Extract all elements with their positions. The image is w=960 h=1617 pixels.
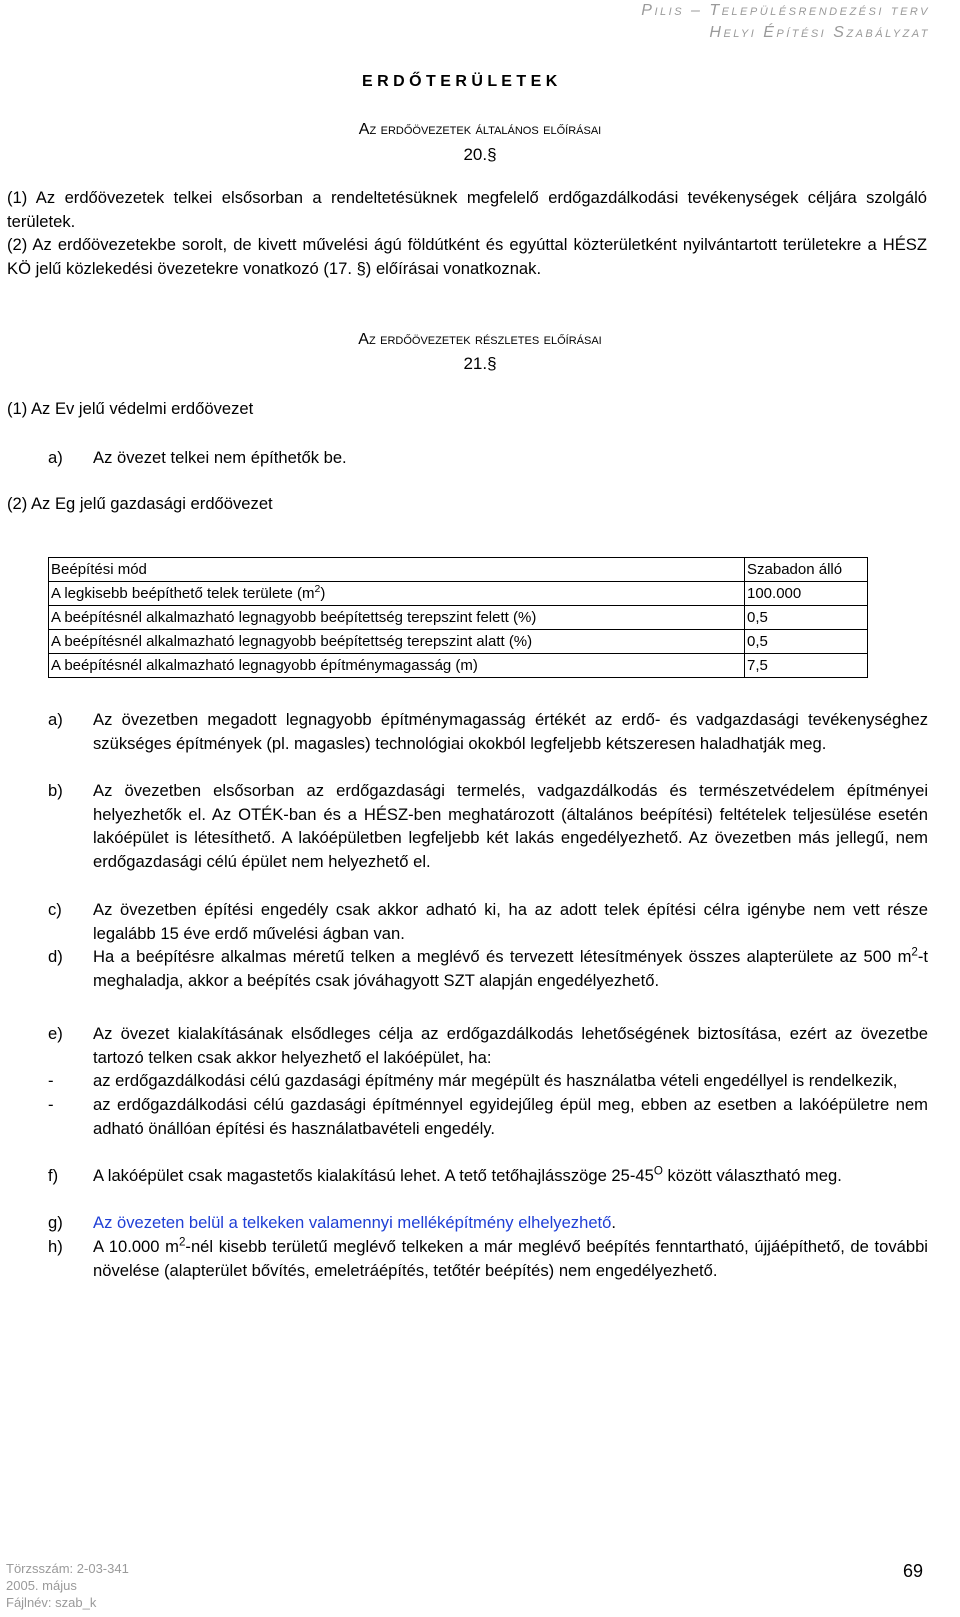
- item-key: a): [48, 448, 63, 467]
- highlighted-text: Az övezeten belül a telkeken valamennyi melléképítmény elhelyezhető: [93, 1213, 612, 1232]
- table-row: [49, 630, 868, 654]
- chapter-title: E R D Ő T E R Ü L E T E K: [362, 73, 558, 90]
- superscript: 2: [911, 945, 918, 959]
- table-row: [49, 558, 868, 582]
- section-20-title: Az erdőövezetek általános előírásai: [358, 121, 602, 138]
- item-key: d): [48, 947, 63, 966]
- dash-item-2: [48, 1093, 928, 1140]
- zone-parameters-table: [48, 557, 868, 678]
- item-text: Az övezetben építési engedély csak akkor adható ki, ha az adott telek építési célra igénybe nem vett része legalább 15 éve erdő művelési ágban van.: [93, 900, 928, 943]
- table-row: [49, 606, 868, 630]
- table-cell-value: 0,5: [745, 606, 868, 630]
- text-part: Ha a beépítésre alkalmas méretű telken a meglévő és tervezett létesítmények összes alapterülete az 500 m: [93, 947, 912, 966]
- table-cell-value: 0,5: [745, 630, 868, 654]
- text-part: között választható meg.: [662, 1166, 842, 1185]
- item-text: Az övezet kialakításának elsődleges célja az erdőgazdálkodás lehetőségének biztosítása, ezért az övezetbe tartozó telken csak akkor helyezhető el lakóépület, ha:: [93, 1024, 928, 1067]
- text-part: A 10.000 m: [93, 1237, 179, 1256]
- table-cell-label: A beépítésnél alkalmazható legnagyobb beépítettség terepszint alatt (%): [49, 630, 745, 654]
- label-text: A legkisebb beépíthető telek területe (m: [51, 585, 315, 602]
- document-header: [641, 0, 930, 44]
- item-h: [48, 1235, 928, 1282]
- dash-mark: -: [48, 1071, 54, 1091]
- header-line-1: Pilis – Településrendezési terv: [641, 2, 930, 19]
- item-key: g): [48, 1213, 63, 1232]
- table-cell-value: Szabadon álló: [745, 558, 868, 582]
- item-text: [93, 945, 928, 992]
- item-text: [93, 1211, 928, 1235]
- item-key: h): [48, 1237, 63, 1256]
- section-20-paragraph-2: (2) Az erdőövezetekbe sorolt, de kivett művelési ágú földútként és egyúttal közterületként nyilvántartott területekre a HÉSZ KÖ jelű közlekedési övezetekre vonatkozó (17. §) előírásai vonatkoznak.: [7, 235, 927, 278]
- text-part: .: [611, 1213, 617, 1232]
- table-cell-value: 7,5: [745, 654, 868, 678]
- item-text: Az övezetben elsősorban az erdőgazdasági termelés, vadgazdálkodás és természetvédelem építményei helyezhetők el. Az OTÉK-ban és a HÉSZ-ben meghatározott (általános beépítési) feltételek teljesülése esetén lakóépület is létesíthető. A lakóépületben legfeljebb két lakás engedélyezhető. Az övezetben más jellegű, nem erdőgazdasági célú épület nem helyezhető el.: [93, 781, 928, 872]
- item-d: [48, 945, 928, 992]
- section-20-number: 20.§: [463, 145, 497, 164]
- item-text: [93, 1164, 928, 1188]
- text-part: -nél kisebb területű meglévő telkeken a már meglévő beépítés fenntartható, újjáépíthető, de további növelése (alapterület bővítés, emeletráépítés, tetőtér beépítés) nem engedélyezhető.: [93, 1237, 928, 1280]
- superscript: O: [653, 1164, 663, 1178]
- section-21-paragraph-2: (2) Az Eg jelű gazdasági erdőövezet: [7, 494, 273, 513]
- item-key: e): [48, 1024, 63, 1043]
- table-cell-label: [49, 582, 745, 606]
- section-21-title: Az erdőövezetek részletes előírásai: [358, 331, 602, 348]
- item-e: [48, 1022, 928, 1141]
- table-cell-label: A beépítésnél alkalmazható legnagyobb beépítettség terepszint felett (%): [49, 606, 745, 630]
- footer-date: 2005. május: [6, 1578, 77, 1593]
- dash-text: az erdőgazdálkodási célú gazdasági építménnyel egyidejűleg épül meg, ebben az esetben a lakóépületre nem adható önállóan építési és használatbavételi engedély.: [93, 1095, 928, 1138]
- dash-mark: -: [48, 1095, 54, 1115]
- item-key: c): [48, 900, 62, 919]
- table-row: [49, 582, 868, 606]
- table-row: [49, 654, 868, 678]
- section-20-paragraph-1: (1) Az erdőövezetek telkei elsősorban a rendeltetésüknek megfelelő erdőgazdálkodási tevékenységek céljára szolgáló területek.: [7, 188, 927, 231]
- item-text: [93, 1235, 928, 1282]
- superscript: 2: [178, 1235, 186, 1249]
- footer-registry: Törzsszám: 2-03-341: [6, 1561, 129, 1576]
- superscript: 2: [314, 583, 321, 595]
- label-text-end: ): [320, 585, 326, 602]
- item-key: f): [48, 1166, 59, 1185]
- footer-info: [6, 1560, 129, 1611]
- item-g: [48, 1211, 928, 1235]
- text-part: -t meghaladja, akkor a beépítés csak jóváhagyott SZT alapján engedélyezhető.: [93, 947, 928, 990]
- item-text: Az övezetben megadott legnagyobb építménymagasság értékét az erdő- és vadgazdasági tevékenységhez szükséges építmények (pl. magasles) technológiai okokból legfeljebb kétszeresen haladhatják meg.: [93, 710, 928, 753]
- dash-item-1: [48, 1069, 928, 1093]
- item-key: b): [48, 781, 63, 800]
- footer-file: Fájlnév: szab_k: [6, 1595, 97, 1610]
- header-line-2: Helyi Építési Szabályzat: [709, 24, 930, 41]
- item-c: [48, 898, 928, 945]
- page-number: 69: [902, 1561, 923, 1581]
- table-cell-label: A beépítésnél alkalmazható legnagyobb építménymagasság (m): [49, 654, 745, 678]
- table-cell-label: Beépítési mód: [49, 558, 745, 582]
- item-b: [48, 779, 928, 874]
- text-part: A lakóépület csak magastetős kialakítású lehet. A tető tetőhajlásszöge 25-45: [93, 1166, 654, 1185]
- section-21-paragraph-1: (1) Az Ev jelű védelmi erdőövezet: [7, 399, 254, 418]
- dash-text: az erdőgazdálkodási célú gazdasági építmény már megépült és használatba vételi engedéllyel is rendelkezik,: [93, 1071, 898, 1091]
- item-text: Az övezet telkei nem építhetők be.: [93, 448, 347, 467]
- section-21-number: 21.§: [463, 354, 497, 373]
- table-cell-value: 100.000: [745, 582, 868, 606]
- item-a: [48, 708, 928, 755]
- item-f: [48, 1164, 928, 1188]
- item-key: a): [48, 710, 63, 729]
